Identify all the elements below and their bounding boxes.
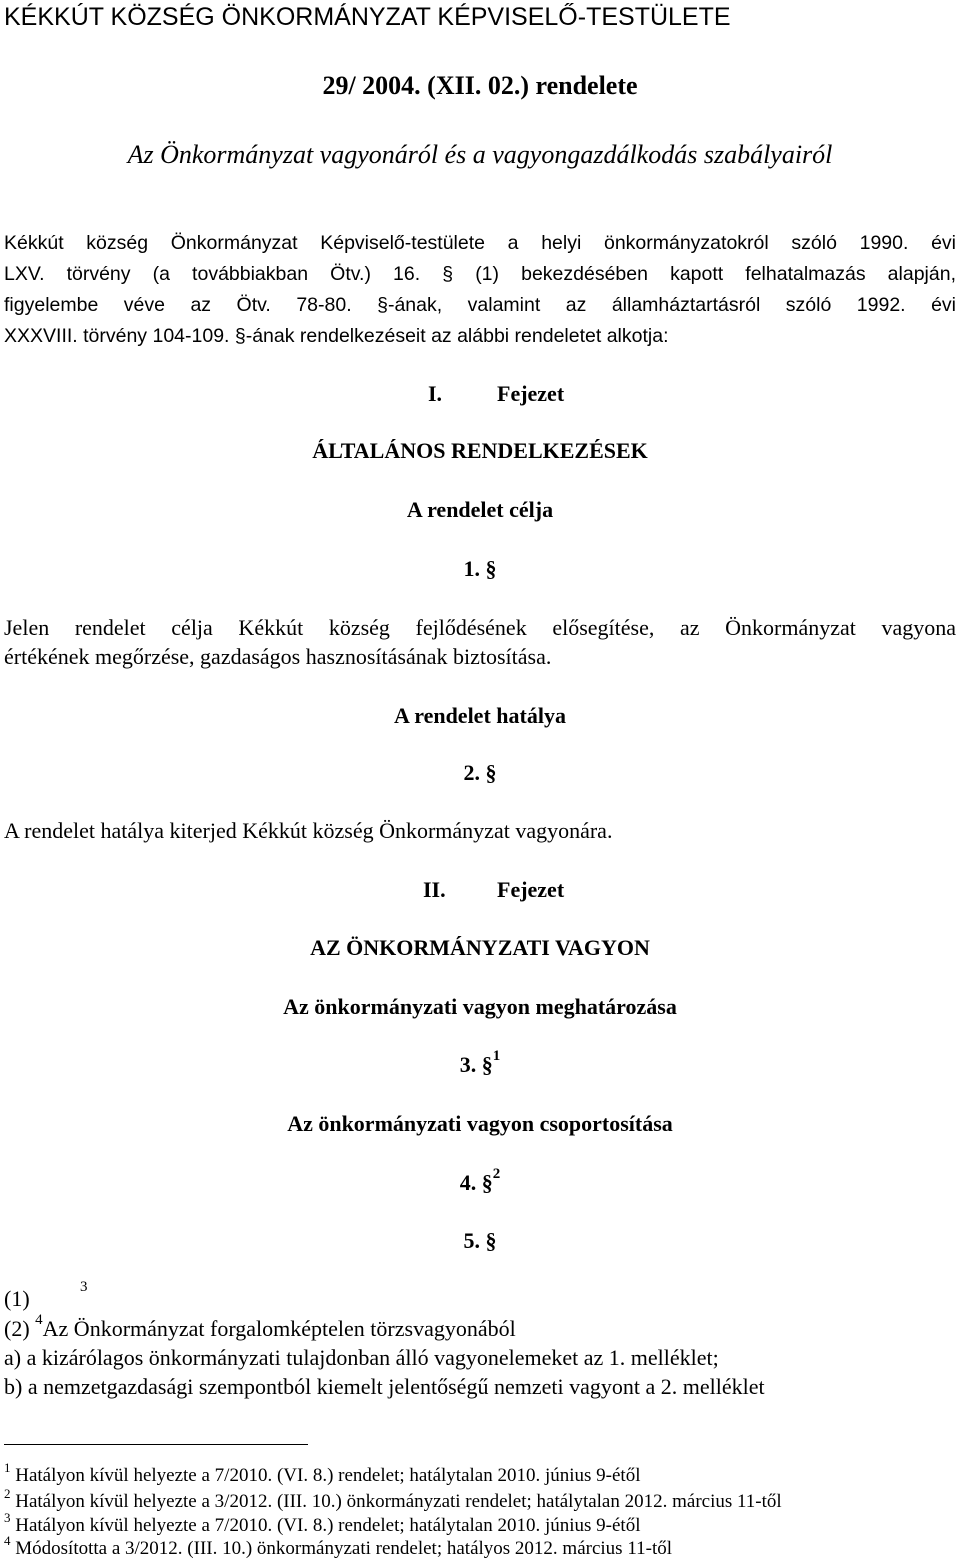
scope-text: A rendelet hatálya kiterjed Kékkút község Önkormányzat vagyonára.: [4, 818, 613, 843]
purpose-text-line-1: Jelen rendelet célja Kékkút község fejlődésének elősegítése, az Önkormányzat vagyona: [4, 615, 956, 640]
paragraph-3-number: [0, 1048, 960, 1078]
footnote-2-number: 2: [4, 1486, 11, 1501]
decree-subject: Az Önkormányzat vagyonáról és a vagyongazdálkodás szabályairól: [127, 140, 833, 169]
subsection-2-text: Az Önkormányzat forgalomképtelen törzsvagyonából: [42, 1316, 516, 1341]
footnote-3: [4, 1510, 641, 1537]
footnote-1-number: 1: [4, 1460, 11, 1475]
footnote-2: [4, 1486, 782, 1513]
paragraph-2-number: 2. §: [463, 760, 497, 785]
preamble-line-3: figyelembe véve az Ötv. 78-80. §-ának, valamint az államháztartásról szóló 1992. évi: [4, 294, 956, 316]
purpose-text-line-2: értékének megőrzése, gazdaságos hasznosításának biztosítása.: [4, 644, 552, 669]
chapter-1-title: ÁLTALÁNOS RENDELKEZÉSEK: [312, 438, 648, 463]
section-heading-definition: Az önkormányzati vagyon meghatározása: [283, 994, 677, 1019]
paragraph-4-label: 4. §: [459, 1170, 493, 1195]
preamble-line-2: LXV. törvény (a továbbiakban Ötv.) 16. § (1) bekezdésében kapott felhatalmazás alapján,: [4, 263, 956, 285]
paragraph-4-number: [0, 1166, 960, 1196]
chapter-1-label: I.: [428, 381, 443, 406]
footnote-2-text: Hatályon kívül helyezte a 3/2012. (III. 10.) önkormányzati rendelet; hatálytalan 2012. március 11-től: [15, 1491, 782, 1512]
paragraph-3-label: 3. §: [459, 1052, 493, 1077]
decree-number: 29/ 2004. (XII. 02.) rendelete: [322, 71, 638, 100]
chapter-2-title: AZ ÖNKORMÁNYZATI VAGYON: [310, 935, 650, 960]
subsection-item-b: b) a nemzetgazdasági szempontból kiemelt jelentőségű nemzeti vagyont a 2. melléklet: [4, 1374, 765, 1399]
footnote-separator: [4, 1444, 308, 1445]
subsection-1-label: (1): [4, 1286, 30, 1311]
section-heading-purpose: A rendelet célja: [406, 497, 554, 522]
footnote-ref-3[interactable]: 3: [80, 1279, 88, 1295]
council-title: KÉKKÚT KÖZSÉG ÖNKORMÁNYZAT KÉPVISELŐ-TESTÜLETE: [4, 3, 731, 31]
section-heading-scope: A rendelet hatálya: [394, 703, 566, 728]
footnote-4-number: 4: [4, 1533, 11, 1548]
preamble-line-4: XXXVIII. törvény 104-109. §-ának rendelkezéseit az alábbi rendeletet alkotja:: [4, 325, 669, 347]
subsection-2-label: (2): [4, 1316, 30, 1341]
footnote-ref-1[interactable]: 1: [492, 1048, 501, 1064]
paragraph-5-number: 5. §: [463, 1228, 497, 1253]
footnote-3-number: 3: [4, 1510, 11, 1525]
section-heading-grouping: Az önkormányzati vagyon csoportosítása: [287, 1111, 673, 1136]
footnote-4: [4, 1533, 673, 1560]
preamble-line-1: Kékkút község Önkormányzat Képviselő-testülete a helyi önkormányzatokról szóló 1990. évi: [4, 232, 956, 254]
footnote-ref-4[interactable]: 4: [35, 1312, 43, 1328]
chapter-2-word: Fejezet: [497, 877, 565, 902]
footnote-1: [4, 1460, 641, 1487]
footnote-3-text: Hatályon kívül helyezte a 7/2010. (VI. 8.) rendelet; hatálytalan 2010. június 9-étől: [15, 1515, 641, 1536]
subsection-2: [4, 1312, 516, 1342]
chapter-2-label: II.: [423, 877, 446, 902]
footnote-ref-2[interactable]: 2: [492, 1166, 501, 1182]
subsection-item-a: a) a kizárólagos önkormányzati tulajdonban álló vagyonelemeket az 1. melléklet;: [4, 1345, 719, 1370]
footnote-4-text: Módosította a 3/2012. (III. 10.) önkormányzati rendelet; hatályos 2012. március 11-től: [15, 1538, 673, 1559]
footnote-1-text: Hatályon kívül helyezte a 7/2010. (VI. 8.) rendelet; hatálytalan 2010. június 9-étől: [15, 1465, 641, 1486]
chapter-1-word: Fejezet: [497, 381, 565, 406]
paragraph-1-number: 1. §: [463, 556, 497, 581]
